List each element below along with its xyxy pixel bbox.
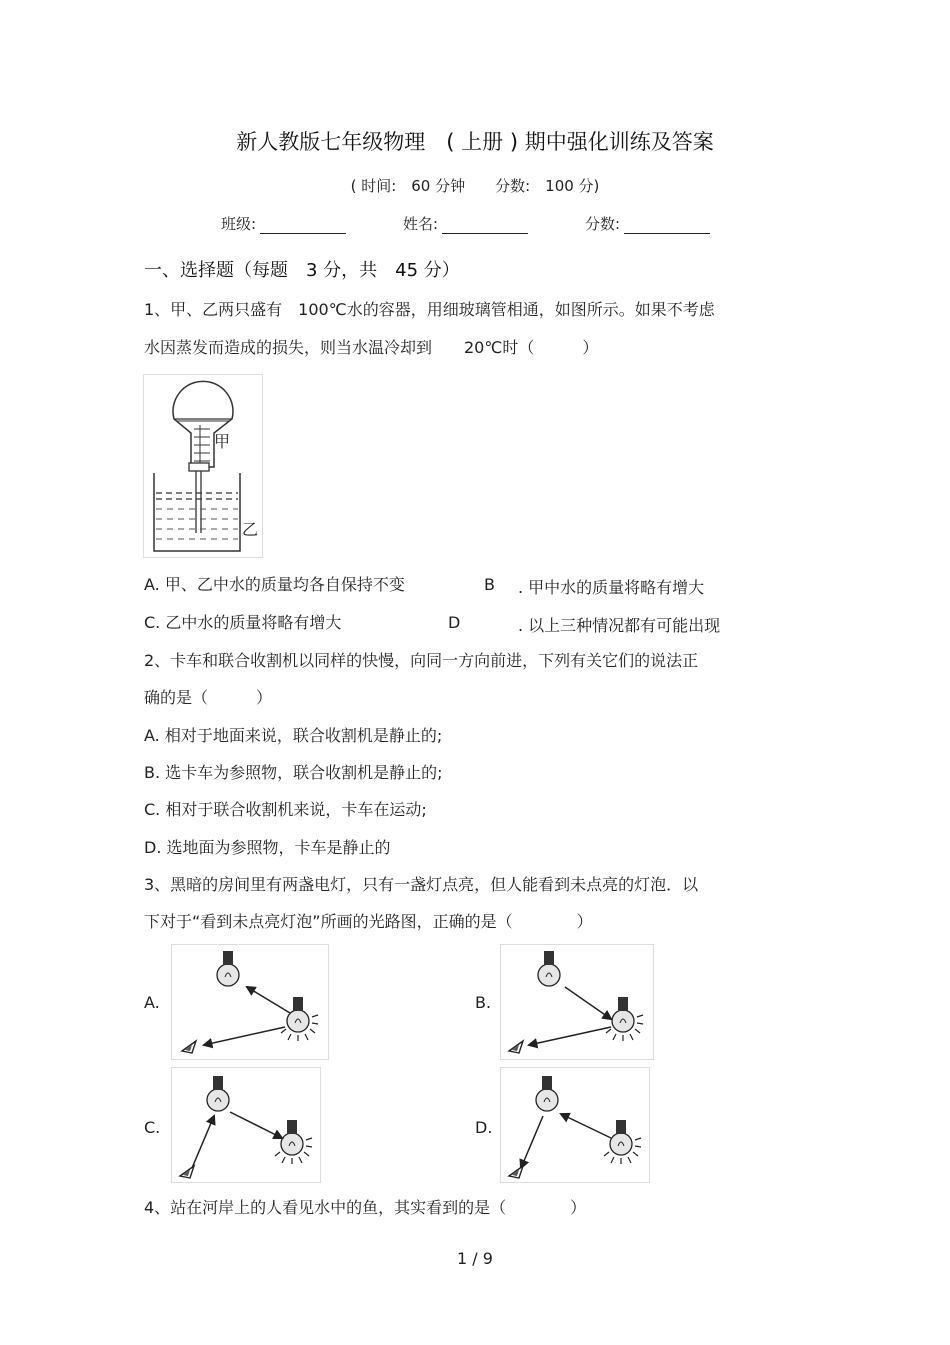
q3-figure-d[interactable] [500, 1067, 650, 1183]
container-diagram [144, 375, 262, 557]
q1-option-d[interactable]: . 以上三种情况都有可能出现 [518, 616, 721, 635]
class-blank [260, 216, 346, 234]
q2-option-a[interactable]: A. 相对于地面来说，联合收割机是静止的; [144, 726, 443, 745]
q2-stem-line2: 确的是（ ） [144, 688, 273, 707]
q3-label-d[interactable]: D. [475, 1118, 493, 1137]
name-label: 姓名: [403, 215, 439, 233]
q3-label-b[interactable]: B. [475, 993, 492, 1012]
q3-figure-a[interactable] [171, 944, 329, 1060]
q3-figure-c[interactable] [171, 1067, 321, 1183]
q3-stem-line1: 3、黑暗的房间里有两盏电灯，只有一盏灯点亮，但人能看到未点亮的灯泡．以 [144, 875, 699, 894]
q3-stem-line2: 下对于“看到未点亮灯泡”所画的光路图，正确的是（ ） [144, 912, 593, 931]
doc-subtitle: ( 时间: 60 分钟 分数: 100 分) [350, 177, 600, 195]
q1-stem-line2: 水因蒸发而造成的损失，则当水温冷却到 20℃时（ ） [144, 338, 599, 357]
score-blank [624, 216, 710, 234]
class-field [221, 213, 346, 234]
q1-option-c[interactable]: C. 乙中水的质量将略有增大 [144, 613, 342, 632]
q3-label-a[interactable]: A. [144, 993, 160, 1012]
q1-option-d-letter[interactable]: D [448, 613, 461, 632]
score-label: 分数: [585, 215, 621, 233]
q1-stem-line1: 1、甲、乙两只盛有 100℃水的容器，用细玻璃管相通，如图所示。如果不考虑 [144, 300, 715, 319]
class-label: 班级: [221, 215, 257, 233]
q1-option-b[interactable]: . 甲中水的质量将略有增大 [518, 578, 705, 597]
q1-figure [143, 374, 263, 558]
label-jia: 甲 [214, 432, 231, 451]
score-field [585, 213, 710, 234]
section-heading: 一、选择题（每题 3 分，共 45 分） [144, 260, 460, 281]
q2-option-b[interactable]: B. 选卡车为参照物，联合收割机是静止的; [144, 763, 443, 782]
name-field [403, 213, 528, 234]
page-number: 1 / 9 [457, 1249, 493, 1268]
q4-stem-line1: 4、站在河岸上的人看见水中的鱼，其实看到的是（ ） [144, 1198, 587, 1217]
q1-option-b-letter[interactable]: B [484, 575, 495, 594]
label-yi: 乙 [242, 520, 259, 539]
doc-title: 新人教版七年级物理 ( 上册 ) 期中强化训练及答案 [236, 130, 714, 154]
name-blank [442, 216, 528, 234]
q3-label-c[interactable]: C. [144, 1118, 161, 1137]
q1-option-a[interactable]: A. 甲、乙中水的质量均各自保持不变 [144, 575, 405, 594]
q2-option-c[interactable]: C. 相对于联合收割机来说，卡车在运动; [144, 800, 427, 819]
q2-option-d[interactable]: D. 选地面为参照物，卡车是静止的 [144, 838, 391, 857]
q3-figure-b[interactable] [500, 944, 654, 1060]
q2-stem-line1: 2、卡车和联合收割机以同样的快慢，向同一方向前进，下列有关它们的说法正 [144, 651, 699, 670]
